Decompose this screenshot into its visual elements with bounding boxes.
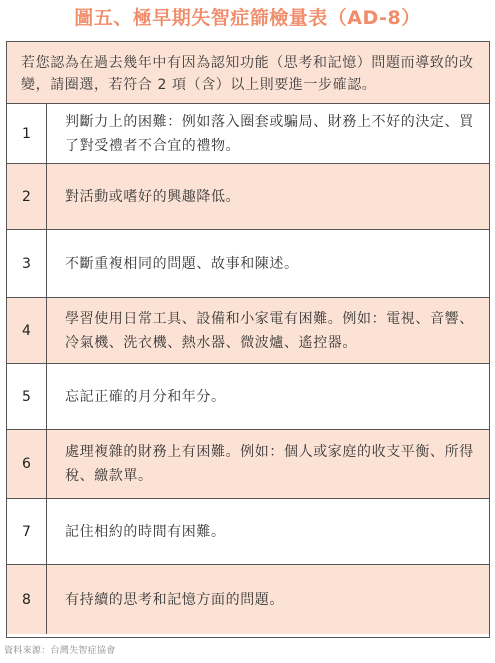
item-number: 3 bbox=[7, 230, 47, 297]
item-text: 學習使用日常工具、設備和小家電有困難。例如：電視、音響、冷氣機、洗衣機、熱水器、微波爐、遙控器。 bbox=[65, 310, 474, 351]
page-title: 圖五、極早期失智症篩檢量表（AD-8） bbox=[74, 7, 421, 29]
table-row bbox=[7, 104, 489, 164]
item-text: 處理複雜的財務上有困難。例如：個人或家庭的收支平衡、所得稅、繳款單。 bbox=[65, 444, 474, 484]
item-number: 6 bbox=[7, 430, 47, 498]
item-number: 2 bbox=[7, 164, 47, 229]
item-number: 4 bbox=[7, 298, 47, 363]
item-number: 8 bbox=[7, 565, 47, 634]
table-row bbox=[7, 164, 489, 230]
screening-table bbox=[6, 41, 490, 638]
table-row bbox=[7, 565, 489, 634]
item-text: 對活動或嗜好的興趣降低。 bbox=[65, 188, 241, 205]
table-row bbox=[7, 298, 489, 364]
table-intro: 若您認為在過去幾年中有因為認知功能（思考和記憶）問題而導致的改變，請圈選，若符合 2 項（含）以上則要進一步確認。 bbox=[7, 42, 489, 104]
item-text: 有持續的思考和記憶方面的問題。 bbox=[65, 591, 284, 608]
item-text: 不斷重複相同的問題、故事和陳述。 bbox=[65, 255, 299, 272]
table-row bbox=[7, 364, 489, 430]
item-text: 記住相約的時間有困難。 bbox=[65, 523, 226, 540]
item-text: 判斷力上的困難：例如落入圈套或騙局、財務上不好的決定、買了對受禮者不合宜的禮物。 bbox=[65, 113, 474, 154]
item-number: 1 bbox=[7, 104, 47, 163]
source-note: 資料來源：台灣失智症協會 bbox=[4, 646, 116, 656]
table-row bbox=[7, 230, 489, 298]
item-number: 5 bbox=[7, 364, 47, 429]
table-row bbox=[7, 430, 489, 499]
table-row bbox=[7, 499, 489, 565]
item-text: 忘記正確的月分和年分。 bbox=[65, 388, 226, 405]
item-number: 7 bbox=[7, 499, 47, 564]
